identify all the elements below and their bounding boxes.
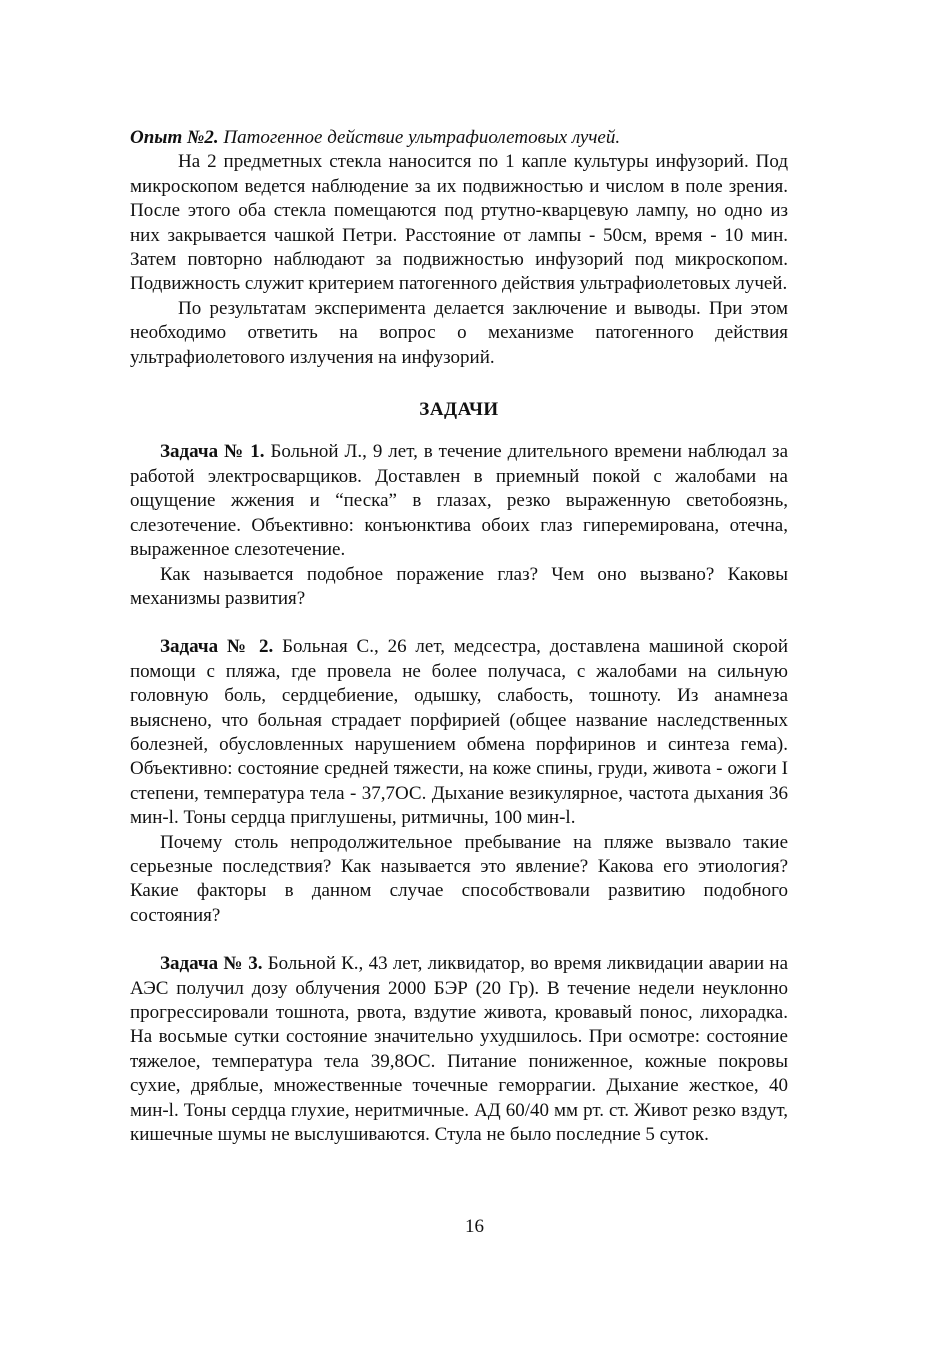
task-2-text [130, 635, 788, 830]
experiment-paragraph-1: На 2 предметных стекла наносится по 1 капле культуры инфузорий. Под микроскопом ведется наблюдение за их подвижностью и числом в поле зрения. После этого оба стекла помещаются под ртутно-кварцевую лампу, но одно из них закрывается чашкой Петри. Расстояние от лампы - 50см, время - 10 мин. Затем повторно наблюдают за подвижностью инфузорий под микроскопом. Подвижность служит критерием патогенного действия ультрафиолетовых лучей. [130, 151, 788, 295]
task-1-body: Больной Л., 9 лет, в течение длительного времени наблюдал за работой электросварщиков. Доставлен в приемный покой с жалобами на ощущение жжения и “песка” в глазах, резко выраженную светобоязнь, слезотечение. Объективно: конъюнктива обоих глаз гиперемирована, отечна, выраженное слезотечение. [130, 441, 789, 561]
task-spacer [130, 611, 788, 635]
experiment-label: Опыт №2. [130, 127, 219, 148]
experiment-title: Патогенное действие ультрафиолетовых лучей. [223, 127, 621, 148]
experiment-paragraph-2: По результатам эксперимента делается заключение и выводы. При этом необходимо ответить на вопрос о механизме патогенного действия ультрафиолетового излучения на инфузорий. [130, 297, 788, 368]
task-2-body: Больная С., 26 лет, медсестра, доставлена машиной скорой помощи с пляжа, где провела не более получаса, с жалобами на сильную головную боль, сердцебиение, одышку, слабость, тошноту. Из анамнеза выяснено, что больная страдает порфирией (общее название наследственных болезней, обусловленных нарушением обмена порфиринов и синтеза гема). Объективно: состояние средней тяжести, на коже спины, груди, живота - ожоги I степени, температура тела - 37,7ОС. Дыхание везикулярное, частота дыхания 36 мин-l. Тоны сердца приглушены, ритмичны, 100 мин-l. [130, 636, 789, 829]
experiment-heading [130, 126, 788, 150]
task-2-question: Почему столь непродолжительное пребывание на пляже вызвало такие серьезные последствия? Как называется это явление? Какова его этиология? Какие факторы в данном случае способствовали развитию подобного состояния? [130, 831, 788, 926]
task-1-label: Задача № 1. [160, 441, 265, 463]
document-page [130, 126, 788, 1147]
task-3-body: Больной К., 43 лет, ликвидатор, во время ликвидации аварии на АЭС получил дозу облучения 2000 БЭР (20 Гр). В течение недели неуклонно прогрессировали тошнота, рвота, вздутие живота, кровавый понос, лихорадка. На восьмые сутки состояние значительно ухудшилось. При осмотре: состояние тяжелое, температура тела 39,8ОС. Питание пониженное, кожные покровы сухие, дряблые, множественные точечные геморрагии. Дыхание жесткое, 40 мин-l. Тоны сердца глухие, неритмичные. АД 60/40 мм рт. ст. Живот резко вздут, кишечные шумы не выслушиваются. Стула не было последние 5 суток. [130, 953, 789, 1146]
task-3-label: Задача № 3. [160, 953, 263, 975]
task-1-text [130, 440, 788, 562]
section-title: ЗАДАЧИ [419, 399, 499, 421]
page-number: 16 [465, 1216, 484, 1237]
task-1-question: Как называется подобное поражение глаз? Чем оно вызвано? Каковы механизмы развития? [130, 563, 788, 609]
task-spacer [130, 928, 788, 952]
task-2-label: Задача № 2. [160, 636, 274, 658]
task-3-text [130, 952, 788, 1147]
